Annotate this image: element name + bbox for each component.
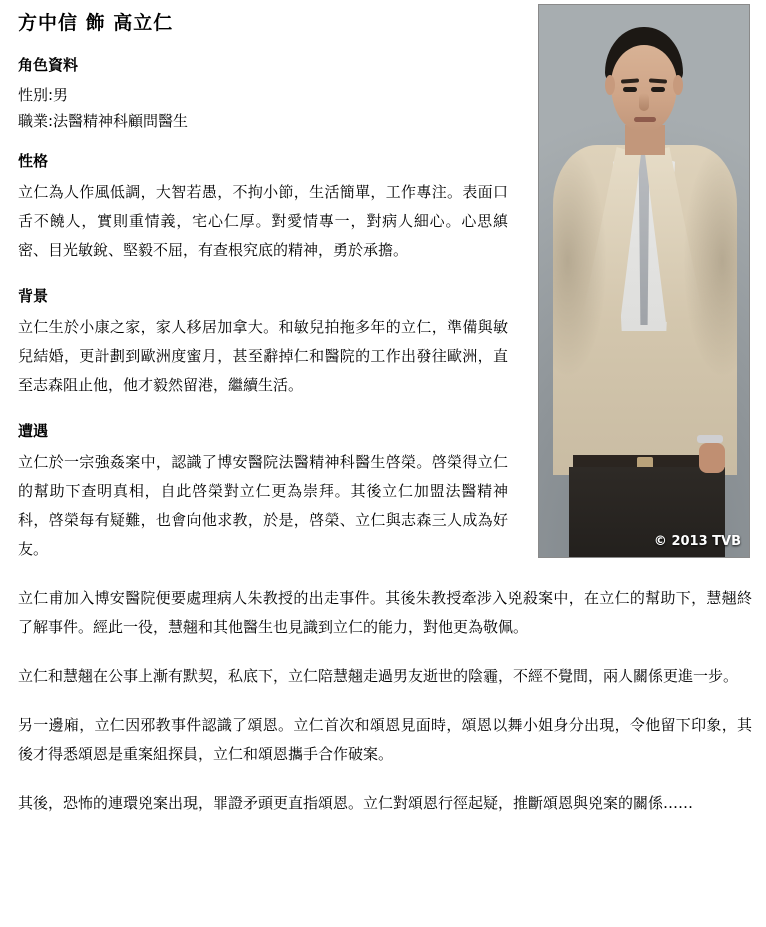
- portrait-shoulder-shading: [553, 145, 737, 475]
- profile-occupation: 職業:法醫精神科顧問醫生: [18, 112, 189, 130]
- portrait-hand: [699, 443, 725, 473]
- portrait-ear-left: [605, 75, 615, 95]
- portrait-eye-right: [651, 87, 665, 92]
- portrait-nose: [639, 93, 649, 111]
- character-portrait: [538, 4, 750, 558]
- personality-text: 立仁為人作風低調，大智若愚，不拘小節，生活簡單，工作專注。表面口舌不饒人，實則重情義，宅心仁厚。對愛情專一，對病人細心。心思縝密、目光敏銳、堅毅不屈，有查根究底的精神，勇於承擔。: [18, 183, 508, 259]
- profile-gender: 性別:男: [18, 86, 69, 104]
- page-title: 方中信 飾 高立仁: [18, 12, 174, 34]
- section-heading-personality: 性格: [18, 152, 49, 170]
- encounter-paragraph-3: 立仁和慧翹在公事上漸有默契，私底下，立仁陪慧翹走過男友逝世的陰霾，不經不覺間，兩人關係更進一步。: [18, 667, 739, 685]
- encounter-paragraph-5: 其後，恐怖的連環兇案出現，罪證矛頭更直指頌恩。立仁對頌恩行徑起疑，推斷頌恩與兇案的關係……: [18, 794, 694, 812]
- encounter-paragraph-1: 立仁於一宗強姦案中，認識了博安醫院法醫精神科醫生啓榮。啓榮得立仁的幫助下查明真相，自此啓榮對立仁更為崇拜。其後立仁加盟法醫精神科，啓榮每有疑難，也會向他求教，於是，啓榮、立仁與志森三人成為好友。: [18, 453, 508, 558]
- section-heading-profile: 角色資料: [18, 56, 79, 74]
- portrait-eye-left: [623, 87, 637, 92]
- portrait-mouth: [634, 117, 656, 122]
- portrait-ear-right: [673, 75, 683, 95]
- background-text: 立仁生於小康之家，家人移居加拿大。和敏兒拍拖多年的立仁，準備與敏兒結婚，更計劃到歐洲度蜜月，甚至辭掉仁和醫院的工作出發往歐洲，直至志森阻止他，他才毅然留港，繼續生活。: [18, 318, 508, 394]
- encounter-paragraph-2: 立仁甫加入博安醫院便要處理病人朱教授的出走事件。其後朱教授牽涉入兇殺案中，在立仁的幫助下，慧翹終了解事件。經此一役，慧翹和其他醫生也見識到立仁的能力，對他更為敬佩。: [18, 589, 752, 636]
- profile-text-column: [18, 54, 508, 564]
- portrait-wristwatch: [697, 435, 723, 443]
- copyright-notice: © 2013 TVB: [653, 534, 741, 549]
- section-heading-encounter: 遭遇: [18, 422, 49, 440]
- encounter-wide-column: [18, 584, 752, 818]
- section-heading-background: 背景: [18, 287, 49, 305]
- encounter-paragraph-4: 另一邊廂，立仁因邪教事件認識了頌恩。立仁首次和頌恩見面時，頌恩以舞小姐身分出現，令他留下印象，其後才得悉頌恩是重案組探員，立仁和頌恩攜手合作破案。: [18, 716, 752, 763]
- spacer: [18, 134, 508, 150]
